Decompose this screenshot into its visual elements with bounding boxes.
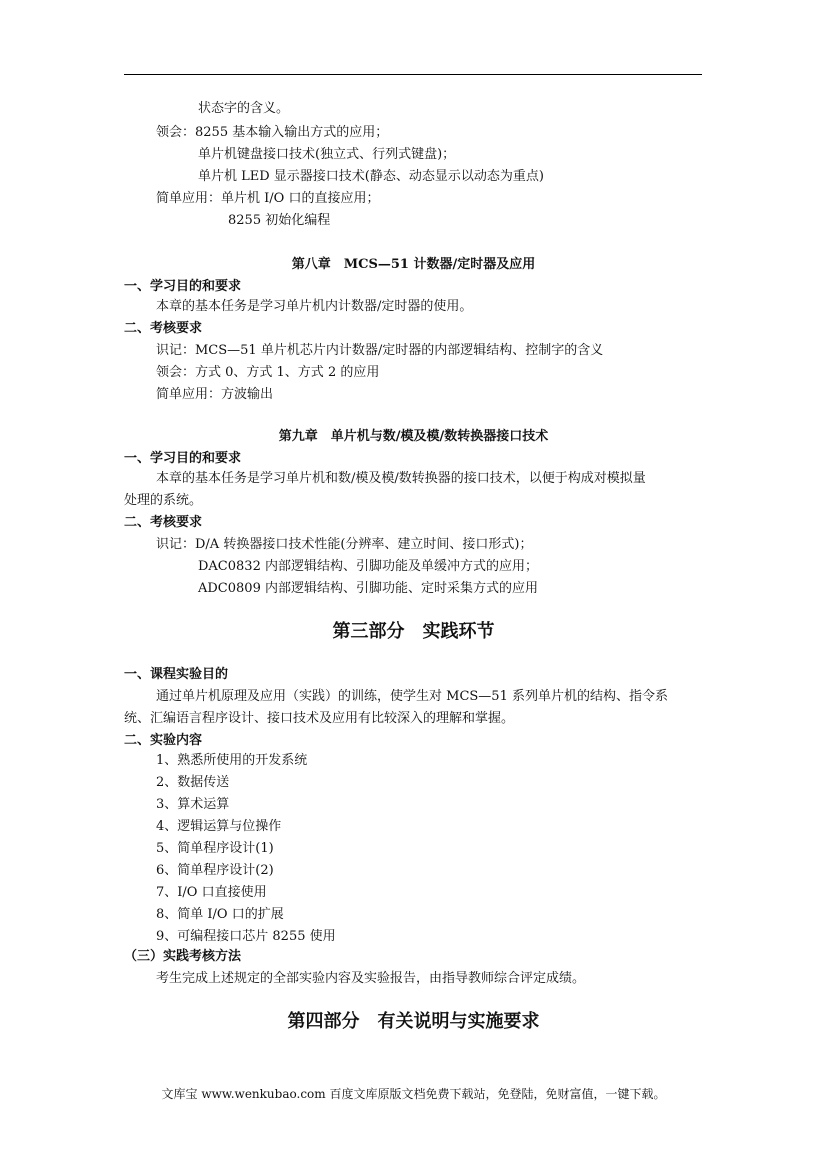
paragraph: 本章的基本任务是学习单片机和数/模及模/数转换器的接口技术，以便于构成对模拟量 [156, 471, 646, 486]
text-line: 识记：D/A 转换器接口技术性能(分辨率、建立时间、接口形式)； [156, 537, 533, 552]
paragraph: 通过单片机原理及应用（实践）的训练，使学生对 MCS—51 系列单片机的结构、指令系 [156, 689, 668, 704]
text-line: 单片机 LED 显示器接口技术(静态、动态显示以动态为重点) [198, 169, 544, 184]
list-item: 2、数据传送 [156, 775, 230, 790]
list-item: 8、简单 I/O 口的扩展 [156, 907, 284, 922]
section-heading: 一、学习目的和要求 [124, 279, 242, 294]
section-heading: 二、考核要求 [124, 515, 203, 530]
text-line: 8255 初始化编程 [228, 213, 331, 228]
text-line: 单片机键盘接口技术(独立式、行列式键盘)； [198, 147, 456, 162]
section-heading: 一、学习目的和要求 [124, 451, 242, 466]
text-line: 识记：MCS—51 单片机芯片内计数器/定时器的内部逻辑结构、控制字的含义 [156, 343, 604, 358]
paragraph: 统、汇编语言程序设计、接口技术及应用有比较深入的理解和掌握。 [124, 711, 515, 726]
list-item: 9、可编程接口芯片 8255 使用 [156, 929, 336, 944]
list-item: 7、I/O 口直接使用 [156, 885, 267, 900]
text-line: 状态字的含义。 [198, 101, 290, 116]
part-4-title: 第四部分 有关说明与实施要求 [287, 1011, 540, 1032]
header-rule [124, 74, 702, 75]
paragraph: 考生完成上述规定的全部实验内容及实验报告，由指导教师综合评定成绩。 [156, 971, 586, 986]
section-heading: 一、课程实验目的 [124, 667, 229, 682]
text-line: ADC0809 内部逻辑结构、引脚功能、定时采集方式的应用 [198, 581, 538, 596]
text-line: DAC0832 内部逻辑结构、引脚功能及单缓冲方式的应用； [198, 559, 538, 574]
list-item: 4、逻辑运算与位操作 [156, 819, 282, 834]
section-heading: 二、实验内容 [124, 733, 203, 748]
part-3-title: 第三部分 实践环节 [332, 621, 495, 642]
section-heading: （三）实践考核方法 [124, 949, 242, 964]
list-item: 6、简单程序设计(2) [156, 863, 274, 878]
footer-note: 文库宝 www.wenkubao.com 百度文库原版文档免费下载站，免登陆，免财富值，一键下载。 [161, 1087, 666, 1101]
text-line: 领会：8255 基本输入输出方式的应用； [156, 125, 389, 140]
list-item: 5、简单程序设计(1) [156, 841, 274, 856]
text-line: 领会：方式 0、方式 1、方式 2 的应用 [156, 365, 380, 380]
text-line: 简单应用：单片机 I/O 口的直接应用； [156, 191, 380, 206]
list-item: 1、熟悉所使用的开发系统 [156, 753, 308, 768]
chapter-8-title: 第八章 MCS—51 计数器/定时器及应用 [291, 257, 536, 272]
paragraph: 本章的基本任务是学习单片机内计数器/定时器的使用。 [156, 299, 473, 314]
section-heading: 二、考核要求 [124, 321, 203, 336]
text-line: 简单应用：方波输出 [156, 387, 274, 402]
paragraph: 处理的系统。 [124, 493, 203, 508]
chapter-9-title: 第九章 单片机与数/模及模/数转换器接口技术 [278, 429, 549, 444]
list-item: 3、算术运算 [156, 797, 230, 812]
